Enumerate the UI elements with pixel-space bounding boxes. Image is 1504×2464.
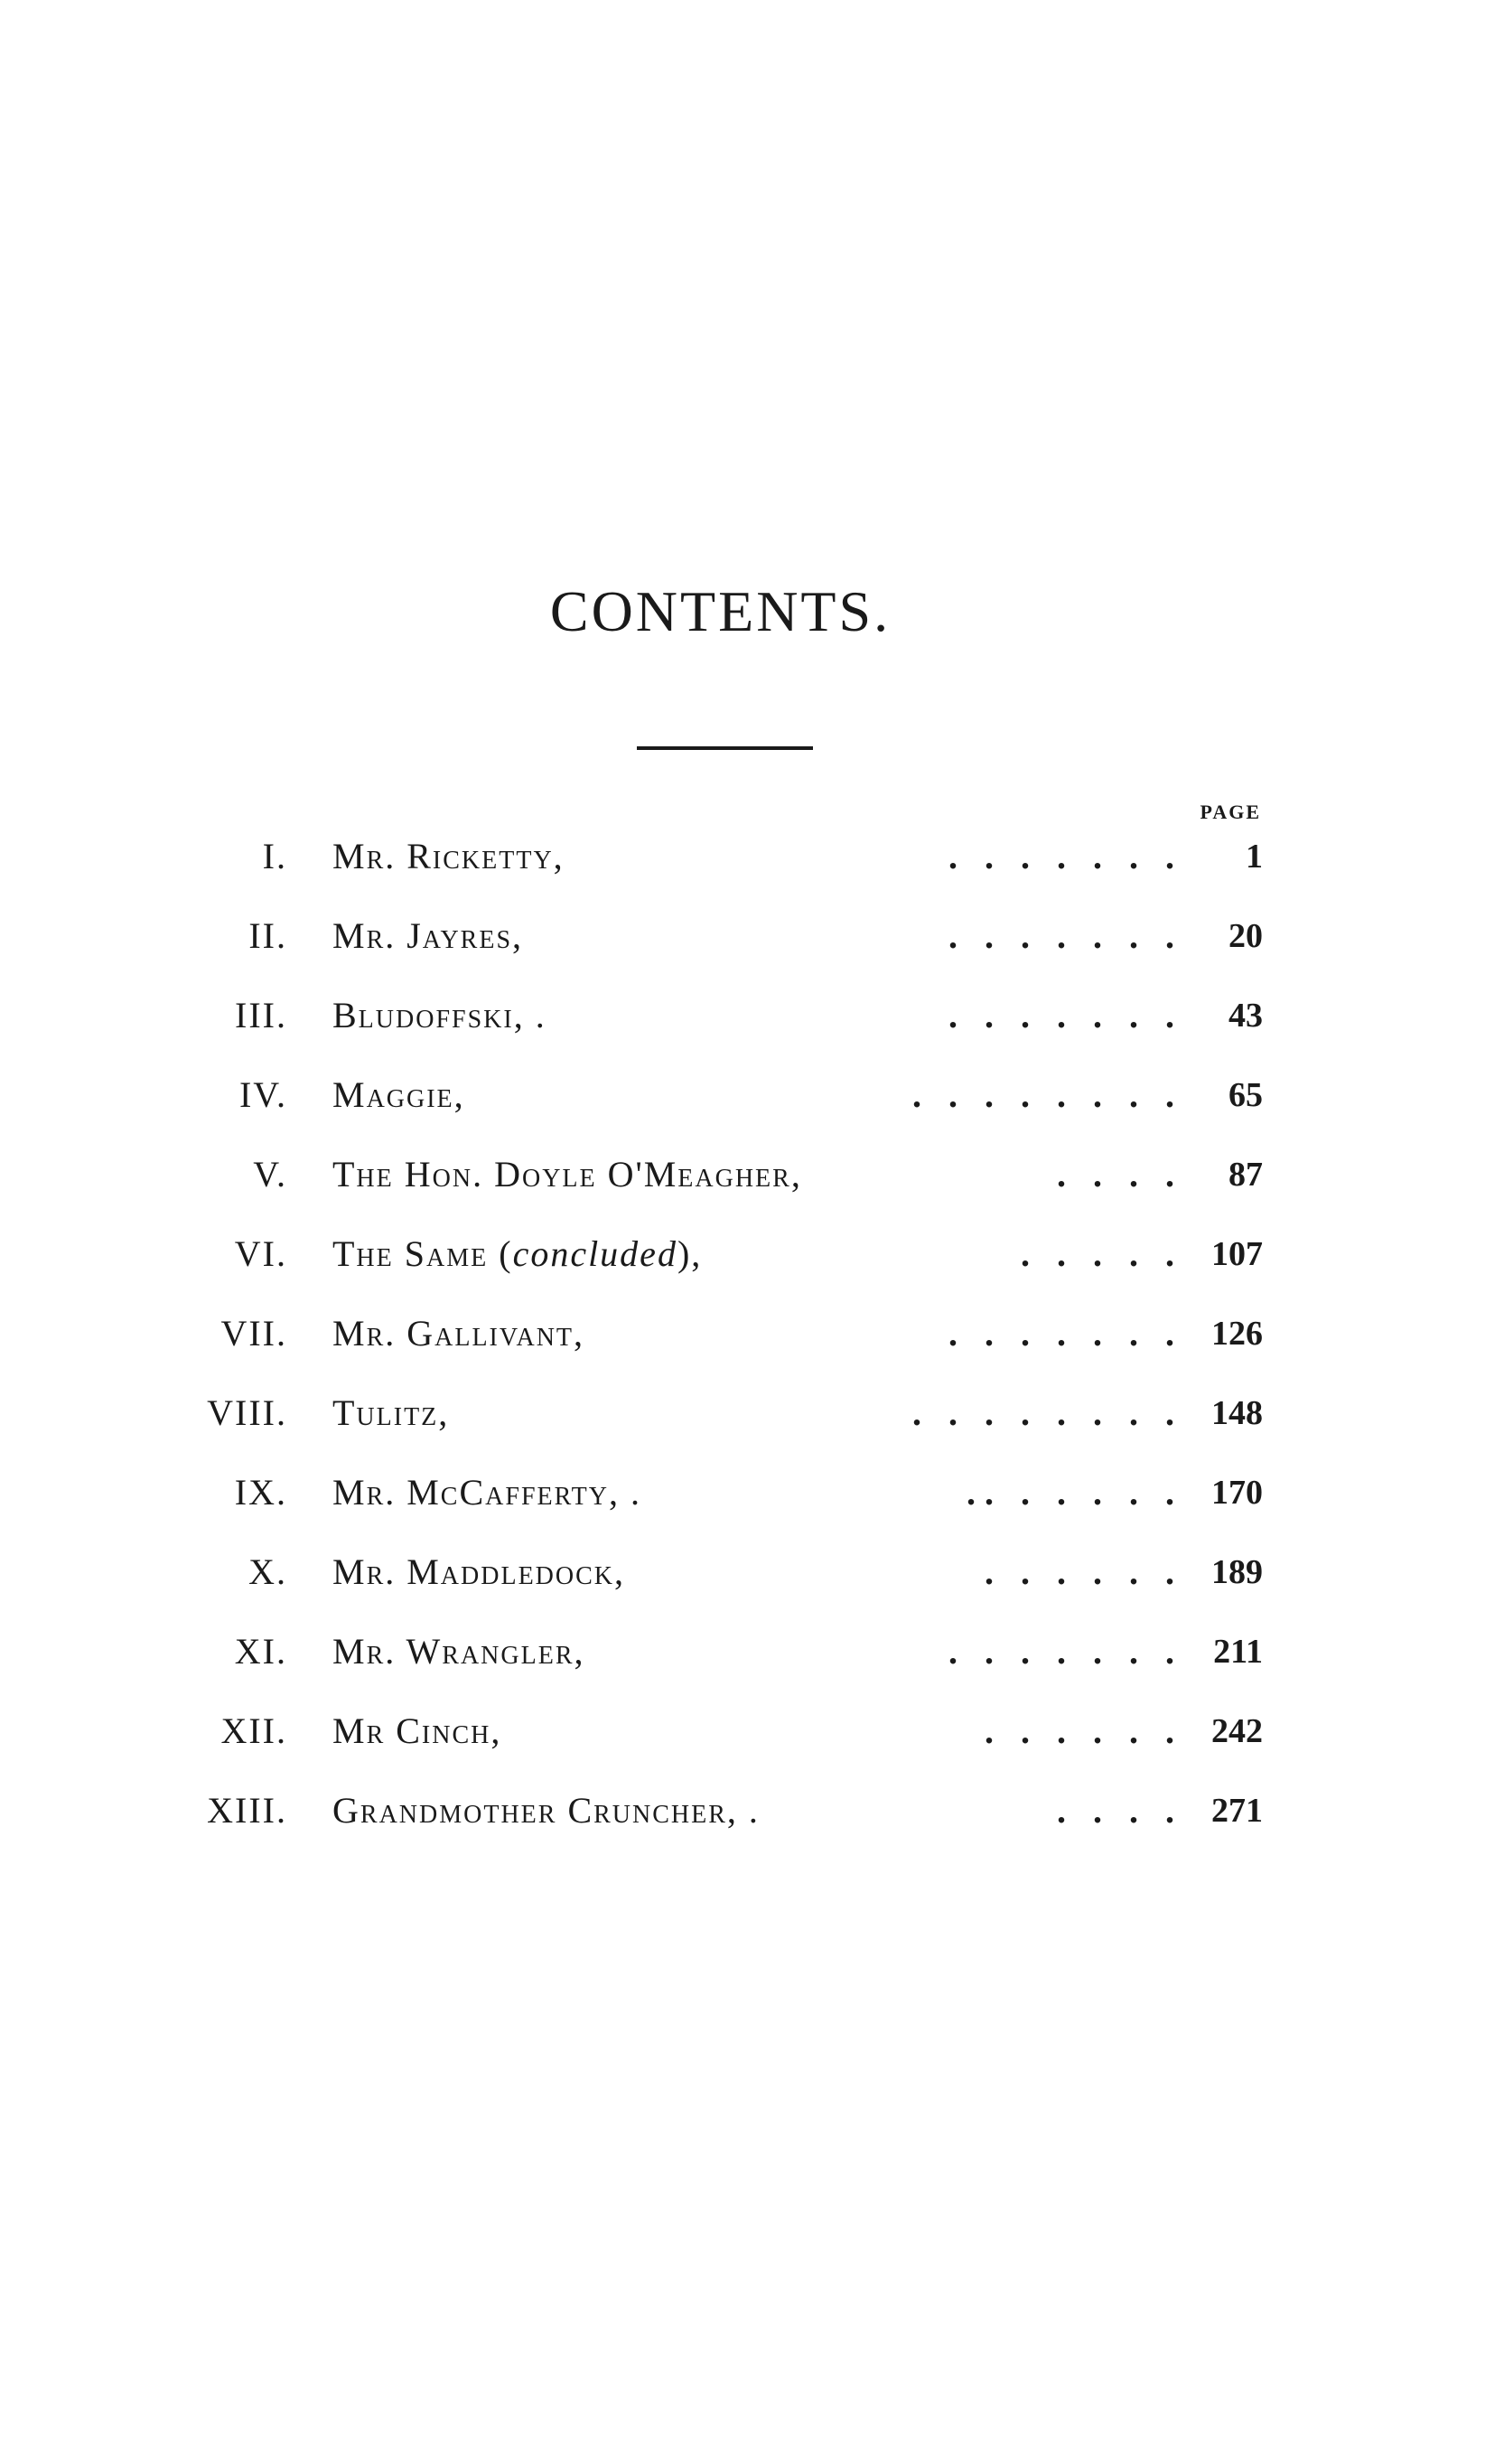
chapter-title [332, 1704, 501, 1758]
chapter-number: II. [248, 915, 287, 956]
chapter-title [332, 909, 523, 963]
page-number: 211 [1213, 1633, 1263, 1671]
leader-dots: . . . . . . . [948, 836, 1174, 876]
toc-entry [0, 1545, 1504, 1617]
page-number: 271 [1211, 1792, 1263, 1830]
page-number: 189 [1211, 1553, 1263, 1591]
chapter-number: X. [248, 1551, 287, 1592]
title-rule [637, 746, 813, 750]
chapter-title-text: Mr. Ricketty, [332, 836, 565, 876]
leader-dots: . . . . [1057, 1154, 1174, 1195]
chapter-title [332, 1148, 802, 1202]
chapter-title [332, 988, 546, 1043]
page-number: 20 [1228, 917, 1263, 955]
leader-dots: . . . . . . . [948, 1313, 1174, 1354]
chapter-title-text: Mr. Jayres, [332, 915, 524, 956]
page-number: 242 [1211, 1712, 1263, 1750]
page-number: 65 [1228, 1076, 1263, 1114]
leader-dots: . . . . . [1021, 1233, 1174, 1274]
toc-entry [0, 1227, 1504, 1299]
leader-dots: . . . . . . . . [912, 1074, 1174, 1115]
page-column-heading: PAGE [1200, 801, 1261, 823]
toc-entry [0, 1148, 1504, 1220]
page-number: 1 [1246, 838, 1263, 876]
chapter-number: XIII. [207, 1790, 287, 1831]
chapter-title: The Same (concluded), [332, 1233, 703, 1274]
toc-entry [0, 988, 1504, 1061]
leader-dots: . . . . . . . . [912, 1392, 1174, 1433]
page-number: 107 [1211, 1235, 1263, 1273]
chapter-number: XI. [234, 1631, 287, 1672]
leader-dots: . . . . . . [985, 1551, 1174, 1592]
chapter-number: III. [235, 995, 287, 1035]
chapter-title [332, 1625, 585, 1679]
chapter-title-italic: concluded [512, 1233, 677, 1274]
chapter-title-text: Bludoffski, . [332, 995, 546, 1035]
chapter-number: VII. [220, 1313, 287, 1354]
chapter-number: VI. [234, 1233, 287, 1274]
toc-entry [0, 1307, 1504, 1379]
toc-entry [0, 1466, 1504, 1538]
chapter-title [332, 829, 565, 884]
page-number: 170 [1211, 1474, 1263, 1512]
page-number: 87 [1228, 1156, 1263, 1194]
chapter-title [332, 1466, 641, 1520]
leader-dots: . . . . . . . [948, 1631, 1174, 1672]
toc-entry [0, 909, 1504, 981]
toc-entry [0, 1386, 1504, 1458]
chapter-title-text: Maggie, [332, 1074, 465, 1115]
toc-entry [0, 1784, 1504, 1856]
page-number: 148 [1211, 1394, 1263, 1432]
chapter-title [332, 1386, 449, 1440]
chapter-title-text: Mr. McCafferty, . [332, 1472, 641, 1513]
leader-dots: . . . . . . . [948, 915, 1174, 956]
page-number: 43 [1228, 997, 1263, 1035]
chapter-title-text: The Same [332, 1233, 500, 1274]
toc-entry [0, 1068, 1504, 1140]
chapter-number: IX. [234, 1472, 287, 1513]
chapter-number: I. [262, 836, 287, 876]
contents-title: CONTENTS. [549, 579, 892, 643]
chapter-title-text: The Hon. Doyle O'Meagher, [332, 1154, 802, 1195]
chapter-title-text: Mr Cinch, [332, 1710, 502, 1751]
chapter-title-suffix: ), [677, 1233, 703, 1274]
toc-entry [0, 1625, 1504, 1697]
chapter-title-text: Grandmother Cruncher, . [332, 1790, 760, 1831]
chapter-number: VIII. [207, 1392, 287, 1433]
toc-entry [0, 829, 1504, 902]
chapter-title [332, 1545, 625, 1599]
chapter-title-text: Mr. Gallivant, [332, 1313, 585, 1354]
leader-dots: . . . . . . . [948, 995, 1174, 1035]
chapter-title [332, 1307, 584, 1361]
leader-dots: . . . . . . . [967, 1472, 1174, 1513]
leader-dots: . . . . [1057, 1790, 1174, 1831]
leader-dots: . . . . . . [985, 1710, 1174, 1751]
chapter-title [332, 1068, 465, 1122]
chapter-title-text: Mr. Maddledock, [332, 1551, 626, 1592]
chapter-number: XII. [220, 1710, 287, 1751]
chapter-title-text: Mr. Wrangler, [332, 1631, 585, 1672]
chapter-number: IV. [238, 1074, 287, 1115]
chapter-title [332, 1784, 760, 1838]
page-number: 126 [1211, 1315, 1263, 1353]
chapter-title-text: Tulitz, [332, 1392, 450, 1433]
chapter-number: V. [253, 1154, 287, 1195]
toc-entry [0, 1704, 1504, 1776]
